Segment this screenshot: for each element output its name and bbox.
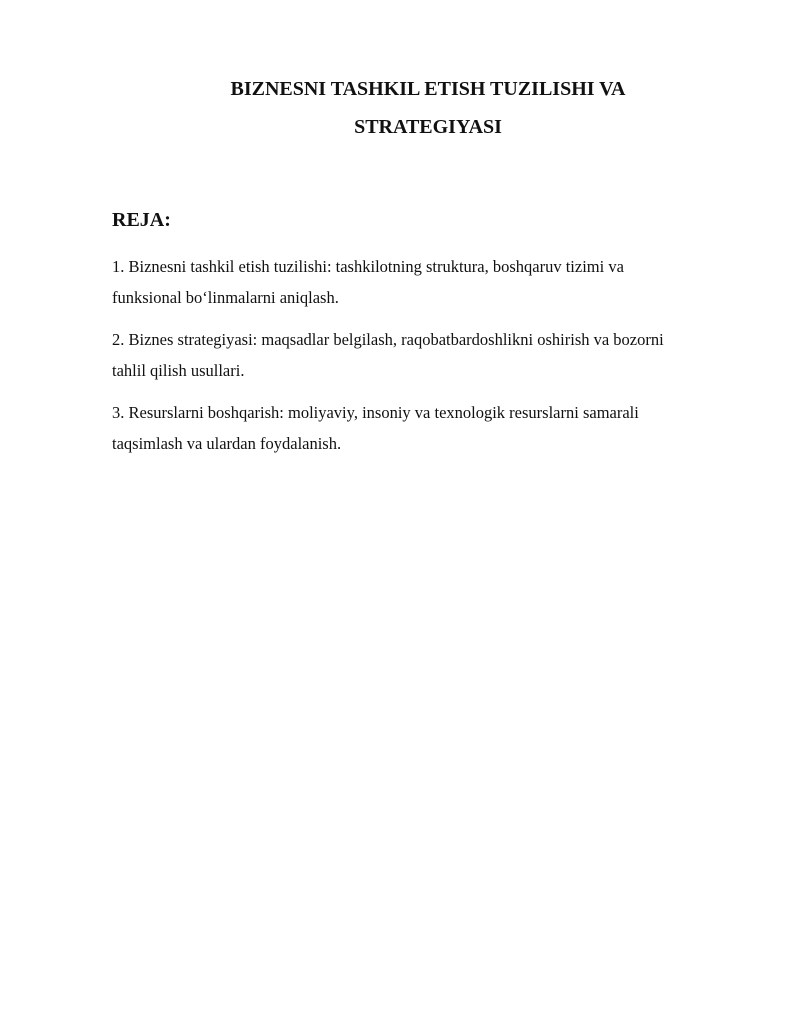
plan-item-2-line-2: tahlil qilish usullari. xyxy=(112,361,245,380)
document-title xyxy=(112,70,744,146)
plan-item-1 xyxy=(112,251,712,313)
plan-item-3-line-1: 3. Resurslarni boshqarish: moliyaviy, insoniy va texnologik resurslarni samarali xyxy=(112,403,639,422)
plan-heading: REJA: xyxy=(112,209,171,231)
plan-item-2 xyxy=(112,324,712,386)
plan-item-3-line-2: taqsimlash va ulardan foydalanish. xyxy=(112,434,342,453)
document-title-line-2: STRATEGIYASI xyxy=(354,116,502,138)
plan-item-1-line-2: funksional bo‘linmalarni aniqlash. xyxy=(112,288,339,307)
document-title-line-1: BIZNESNI TASHKIL ETISH TUZILISHI VA xyxy=(230,78,626,100)
plan-list xyxy=(112,251,712,470)
plan-item-3 xyxy=(112,397,712,459)
plan-item-2-line-1: 2. Biznes strategiyasi: maqsadlar belgilash, raqobatbardoshlikni oshirish va bozorni xyxy=(112,330,664,349)
plan-item-1-line-1: 1. Biznesni tashkil etish tuzilishi: tashkilotning struktura, boshqaruv tizimi va xyxy=(112,257,624,276)
